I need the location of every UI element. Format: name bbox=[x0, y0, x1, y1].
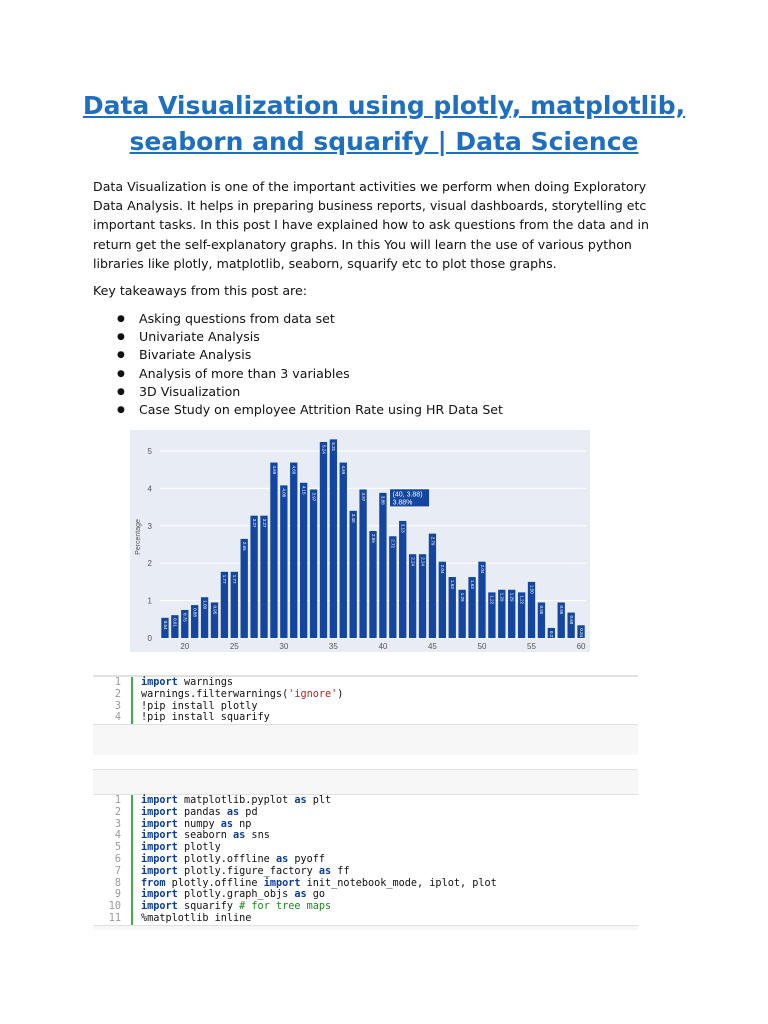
code-token: squarify bbox=[177, 901, 240, 913]
code-token: numpy bbox=[177, 818, 221, 830]
bar bbox=[409, 554, 416, 638]
bar-value-label: 3.40 bbox=[350, 513, 356, 523]
code-line[interactable] bbox=[93, 677, 638, 689]
code-token: plt bbox=[306, 795, 332, 806]
code-token: ff bbox=[331, 865, 350, 877]
code-cell-footer-area bbox=[93, 926, 638, 930]
line-number: 9 bbox=[93, 889, 133, 901]
bar-value-label: 2.86 bbox=[370, 534, 376, 543]
bar-value-label: 2.04 bbox=[440, 564, 446, 574]
code-token: plotly.graph_objs bbox=[177, 889, 295, 901]
bar-value-label: 0.95 bbox=[212, 605, 218, 615]
bar-value-label: 2.04 bbox=[479, 564, 485, 574]
code-line[interactable] bbox=[93, 889, 638, 901]
code-cell-1[interactable] bbox=[93, 675, 638, 755]
bar bbox=[250, 516, 257, 638]
tooltip-coords: (40, 3.88) bbox=[392, 491, 423, 499]
x-tick-label: 20 bbox=[180, 642, 190, 651]
bar bbox=[429, 534, 436, 638]
bar-value-label: 4.69 bbox=[271, 465, 277, 475]
code-line[interactable] bbox=[93, 830, 638, 842]
bar-value-label: 1.63 bbox=[450, 580, 456, 589]
bar-value-label: 3.97 bbox=[360, 492, 366, 502]
bullet-icon: ● bbox=[117, 404, 125, 415]
bar bbox=[419, 554, 426, 638]
x-tick-label: 30 bbox=[279, 642, 289, 651]
bar-value-label: 0.75 bbox=[182, 612, 188, 622]
y-tick-label: 5 bbox=[147, 446, 152, 456]
bar bbox=[399, 521, 406, 638]
code-line[interactable] bbox=[93, 819, 638, 831]
x-tick-label: 60 bbox=[576, 642, 586, 651]
bar-value-label: 0.88 bbox=[192, 608, 198, 617]
list-item bbox=[93, 328, 503, 346]
code-token: seaborn bbox=[177, 830, 234, 842]
x-tick-label: 40 bbox=[378, 642, 388, 651]
code-token: as bbox=[233, 830, 246, 842]
bar-value-label: 0.95 bbox=[539, 605, 545, 615]
line-number: 10 bbox=[93, 901, 133, 913]
bar bbox=[359, 489, 366, 638]
code-token: go bbox=[306, 889, 326, 901]
y-tick-label: 0 bbox=[147, 634, 152, 643]
age-histogram-chart bbox=[130, 430, 590, 652]
bullet-icon: ● bbox=[117, 368, 125, 379]
bullet-icon: ● bbox=[117, 332, 125, 343]
code-token: import bbox=[263, 877, 301, 889]
line-number: 3 bbox=[93, 819, 133, 831]
list-item-text: Analysis of more than 3 variables bbox=[139, 365, 350, 381]
bar-value-label: 3.97 bbox=[311, 492, 317, 502]
list-item bbox=[93, 383, 503, 401]
code-editor[interactable] bbox=[93, 676, 638, 725]
bar-value-label: 5.31 bbox=[331, 442, 337, 452]
code-token: from bbox=[141, 877, 166, 889]
bar-value-label: 2.65 bbox=[242, 541, 248, 551]
y-tick-label: 1 bbox=[147, 596, 152, 606]
code-token: !pip install squarify bbox=[141, 712, 270, 724]
bar-value-label: 1.29 bbox=[459, 592, 465, 602]
takeaways-list bbox=[93, 310, 503, 419]
list-item-text: Bivariate Analysis bbox=[139, 347, 252, 363]
code-token: pd bbox=[239, 806, 258, 818]
line-number: 2 bbox=[93, 689, 133, 701]
list-item bbox=[93, 310, 503, 328]
chart-svg bbox=[130, 430, 590, 652]
y-axis-label: Percentage bbox=[135, 519, 142, 555]
code-token: plotly.offline bbox=[165, 877, 264, 889]
code-cell-output-area bbox=[93, 725, 638, 755]
bar-value-label: 0.68 bbox=[568, 615, 574, 625]
bar bbox=[369, 531, 376, 638]
list-item-text: Asking questions from data set bbox=[139, 311, 335, 326]
code-token: import bbox=[141, 889, 178, 901]
bar-value-label: 0.27 bbox=[549, 630, 555, 640]
code-line[interactable] bbox=[93, 712, 638, 724]
x-tick-label: 35 bbox=[328, 642, 338, 651]
code-token: plotly.figure_factory bbox=[177, 865, 319, 877]
bar-value-label: 0.95 bbox=[559, 605, 565, 615]
code-token: # for tree maps bbox=[239, 901, 332, 913]
bar bbox=[389, 536, 396, 638]
code-token: plotly.offline bbox=[177, 853, 276, 865]
code-token: import bbox=[141, 677, 178, 688]
bullet-icon: ● bbox=[117, 386, 125, 397]
code-token: !pip install plotly bbox=[141, 700, 258, 712]
code-line[interactable] bbox=[93, 842, 638, 854]
bar-value-label: 0.61 bbox=[172, 618, 178, 627]
bar-value-label: 4.15 bbox=[301, 485, 307, 495]
bar-value-label: 4.69 bbox=[341, 465, 347, 475]
x-tick-label: 25 bbox=[229, 642, 239, 651]
bullet-icon: ● bbox=[117, 314, 125, 324]
bar bbox=[310, 489, 317, 638]
code-token: import bbox=[141, 865, 178, 877]
x-tick-label: 50 bbox=[477, 642, 487, 651]
code-token: 'ignore' bbox=[288, 688, 338, 700]
code-token: as bbox=[220, 818, 234, 830]
code-token: as bbox=[294, 795, 307, 806]
bar-value-label: 3.13 bbox=[400, 523, 406, 533]
line-number: 1 bbox=[93, 677, 133, 689]
bar bbox=[290, 463, 297, 638]
code-token: import bbox=[141, 806, 178, 818]
code-cell-2[interactable] bbox=[93, 769, 638, 930]
bar-value-label: 1.77 bbox=[222, 574, 228, 584]
bar-value-label: 0.34 bbox=[578, 628, 584, 638]
line-number: 7 bbox=[93, 866, 133, 878]
code-line[interactable] bbox=[93, 913, 638, 925]
bullet-icon: ● bbox=[117, 350, 125, 361]
code-token: as bbox=[275, 853, 289, 865]
code-line[interactable] bbox=[93, 854, 638, 866]
bar-value-label: 3.27 bbox=[251, 518, 257, 528]
bar-value-label: 2.79 bbox=[430, 536, 436, 546]
bar-value-label: 1.22 bbox=[489, 595, 495, 605]
code-token: warnings.filterwarnings( bbox=[141, 688, 289, 700]
code-token: sns bbox=[245, 830, 270, 842]
bar bbox=[320, 442, 327, 638]
takeaways-heading: Key takeaways from this post are: bbox=[93, 283, 307, 298]
y-tick-label: 4 bbox=[147, 484, 152, 494]
code-token: ) bbox=[337, 688, 344, 700]
bar bbox=[379, 493, 386, 638]
bar-value-label: 1.22 bbox=[519, 595, 525, 605]
line-number: 11 bbox=[93, 913, 133, 925]
page-title[interactable] bbox=[60, 88, 708, 160]
list-item bbox=[93, 346, 503, 364]
bar bbox=[260, 516, 267, 638]
list-item-text: Case Study on employee Attrition Rate using HR Data Set bbox=[139, 401, 503, 417]
line-number: 8 bbox=[93, 878, 133, 890]
code-token: matplotlib.pyplot bbox=[177, 795, 295, 806]
bar-value-label: 3.88 bbox=[380, 495, 386, 505]
code-cell-header-area bbox=[93, 770, 638, 794]
code-line[interactable] bbox=[93, 866, 638, 878]
code-line[interactable] bbox=[93, 795, 638, 807]
intro-paragraph: Data Visualization is one of the important activities we perform when doing Exploratory Data Analysis. It helps in preparing business reports, visual dashboards, storytelling etc important tasks. In this post I have explained how to ask questions from the data and in return get the self-explanatory graphs. In this You will learn the use of various python libraries like plotly, matplotlib, seaborn, squarify etc to plot those graphs. bbox=[93, 179, 649, 271]
code-token: warnings bbox=[177, 677, 234, 688]
x-tick-label: 55 bbox=[527, 642, 536, 651]
line-number: 5 bbox=[93, 842, 133, 854]
code-token: %matplotlib inline bbox=[141, 912, 252, 924]
code-token: import bbox=[141, 853, 178, 865]
code-token: as bbox=[318, 865, 332, 877]
code-token: import bbox=[141, 901, 178, 913]
list-item-text: 3D Visualization bbox=[139, 383, 241, 399]
bar-value-label: 1.29 bbox=[509, 592, 515, 602]
line-number: 1 bbox=[93, 795, 133, 807]
line-number: 4 bbox=[93, 712, 133, 724]
x-tick-label: 45 bbox=[427, 642, 437, 651]
bar bbox=[350, 511, 357, 638]
code-token: import bbox=[141, 795, 178, 806]
code-editor[interactable] bbox=[93, 794, 638, 926]
bar bbox=[241, 539, 248, 638]
code-line[interactable] bbox=[93, 901, 638, 913]
code-line[interactable] bbox=[93, 689, 638, 701]
code-token: np bbox=[233, 818, 252, 830]
code-line[interactable] bbox=[93, 807, 638, 819]
list-item-text: Univariate Analysis bbox=[139, 329, 260, 345]
code-token: pandas bbox=[177, 806, 227, 818]
bar bbox=[330, 439, 337, 638]
bar-value-label: 1.29 bbox=[499, 592, 505, 602]
bar-value-label: 1.63 bbox=[469, 580, 475, 589]
y-tick-label: 2 bbox=[147, 559, 152, 569]
bar-value-label: 3.27 bbox=[261, 518, 267, 528]
list-item bbox=[93, 401, 503, 419]
code-token: as bbox=[294, 889, 307, 901]
code-line[interactable] bbox=[93, 701, 638, 713]
title-link[interactable]: Data Visualization using plotly, matplotlib, seaborn and squarify | Data Science bbox=[82, 91, 686, 156]
bar-value-label: 5.24 bbox=[321, 444, 327, 454]
bar-value-label: 1.09 bbox=[202, 600, 208, 609]
tooltip-value: 3.88% bbox=[392, 499, 413, 507]
bar-value-label: 4.69 bbox=[291, 465, 297, 475]
list-item bbox=[93, 365, 503, 383]
line-number: 3 bbox=[93, 701, 133, 713]
bar bbox=[340, 463, 347, 638]
bar-value-label: 2.72 bbox=[390, 539, 396, 549]
code-token: pyoff bbox=[288, 853, 326, 865]
line-number: 2 bbox=[93, 807, 133, 819]
code-token: plotly bbox=[177, 842, 221, 854]
bar-value-label: 4.08 bbox=[281, 488, 287, 498]
bar bbox=[270, 463, 277, 638]
bar bbox=[300, 483, 307, 638]
line-number: 4 bbox=[93, 830, 133, 842]
code-token: as bbox=[226, 806, 240, 818]
y-tick-label: 3 bbox=[147, 521, 152, 531]
code-token: import bbox=[141, 830, 178, 842]
bar bbox=[280, 485, 287, 638]
bar-value-label: 2.24 bbox=[420, 557, 426, 566]
code-line[interactable] bbox=[93, 878, 638, 890]
bar-value-label: 1.50 bbox=[529, 584, 535, 594]
bar-value-label: 1.77 bbox=[232, 574, 238, 584]
bar-value-label: 0.54 bbox=[162, 620, 168, 630]
code-token: init_notebook_mode, iplot, plot bbox=[300, 877, 497, 889]
code-token: import bbox=[141, 842, 178, 854]
code-token: import bbox=[141, 818, 178, 830]
bar-value-label: 2.24 bbox=[410, 557, 416, 566]
line-number: 6 bbox=[93, 854, 133, 866]
